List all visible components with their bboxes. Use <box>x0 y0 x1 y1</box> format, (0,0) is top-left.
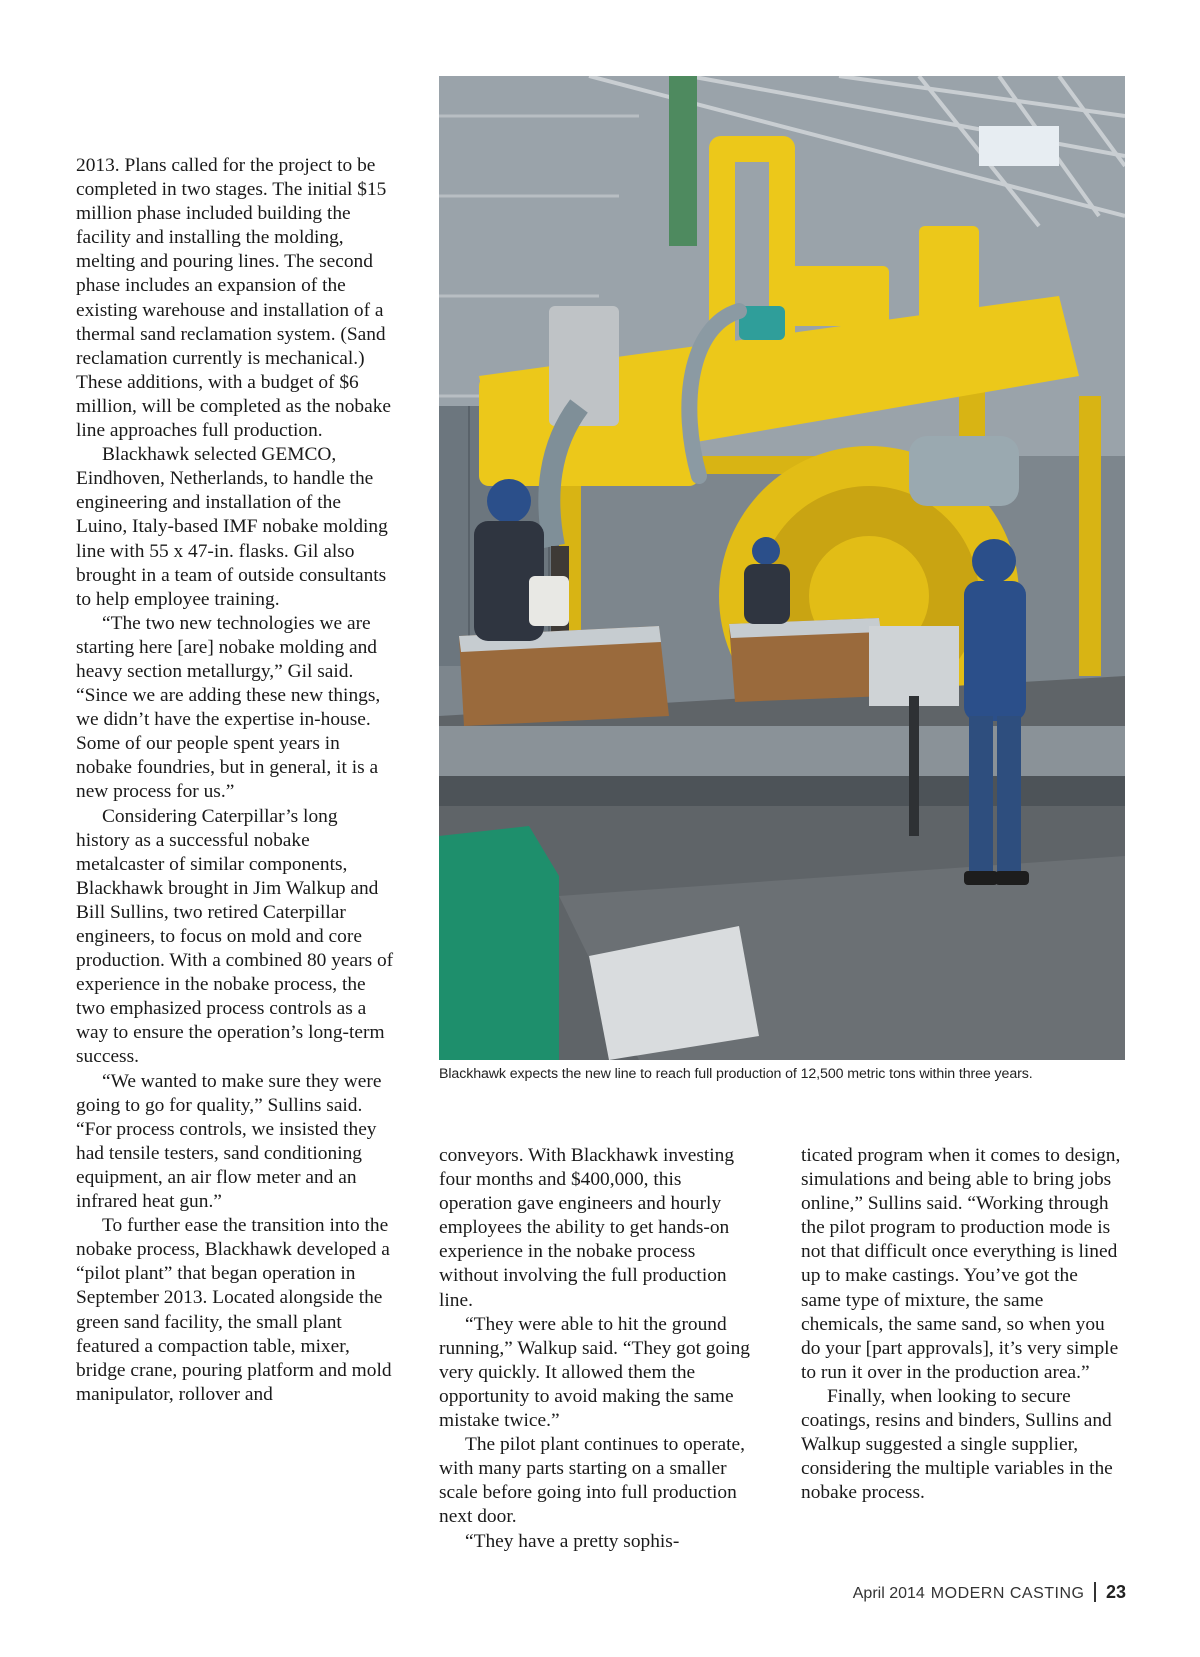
paragraph: ticated program when it comes to design, simulations and being able to bring jobs online,” Sullins said. “Working through the pilot program to production mode is not that difficult once everything is lined up to make castings. You’ve got the same type of mixture, the same chemicals, the same sand, so when you do your [part approvals], it’s very simple to run it over in the production area.” <box>801 1145 1121 1383</box>
photo-caption: Blackhawk expects the new line to reach full production of 12,500 metric tons within three years. <box>439 1066 1033 1082</box>
page-number: 23 <box>1105 1582 1126 1602</box>
magazine-name: MODERN CASTING <box>930 1585 1085 1602</box>
paragraph: “We wanted to make sure they were going to go for quality,” Sullins said. “For process controls, we insisted they had tensile testers, sand conditioning equipment, an air flow meter and an infrared heat gun.” <box>76 1070 382 1213</box>
paragraph: “They were able to hit the ground running,” Walkup said. “They got going very quickly. It allowed them the opportunity to avoid making the same mistake twice.” <box>439 1313 750 1432</box>
paragraph: conveyors. With Blackhawk investing four months and $400,000, this operation gave engineers and hourly employees the ability to get hands-on experience in the nobake process without involving the full production line. <box>439 1145 735 1311</box>
paragraph: “The two new technologies we are starting here [are] nobake molding and heavy section metallurgy,” Gil said. “Since we are adding these new things, we didn’t have the expertise in-house. Some of our people spent years in nobake foundries, but in general, it is a new process for us.” <box>76 612 381 803</box>
paragraph: Considering Caterpillar’s long history as a successful nobake metalcaster of similar components, Blackhawk brought in Jim Walkup and Bill Sullins, two retired Caterpillar engineers, to focus on mold and core production. With a combined 80 years of experience in the nobake process, the two emphasized process controls as a way to ensure the operation’s long-term success. <box>76 805 394 1068</box>
page-footer <box>853 1582 1126 1603</box>
foundry-photo <box>439 76 1125 1060</box>
paragraph: To further ease the transition into the nobake process, Blackhawk developed a “pilot plant” that began operation in September 2013. Located alongside the green sand facility, the small plant featured a compaction table, mixer, bridge crane, pouring platform and mold manipulator, rollover and <box>76 1215 392 1405</box>
article-column-2 <box>439 1144 759 1554</box>
paragraph: 2013. Plans called for the project to be completed in two stages. The initial $15 million phase included building the facility and installing the molding, melting and pouring lines. The second phase includes an expansion of the existing warehouse and installation of a thermal sand reclamation system. (Sand reclamation currently is mechanical.) These additions, with a budget of $6 million, will be completed as the nobake line approaches full production. <box>76 155 392 442</box>
paragraph: “They have a pretty sophis- <box>465 1530 680 1552</box>
paragraph: Finally, when looking to secure coatings, resins and binders, Sullins and Walkup suggested a single supplier, considering the multiple variables in the nobake process. <box>801 1385 1113 1504</box>
foundry-photo-illustration <box>439 76 1125 1060</box>
article-column-3 <box>801 1144 1121 1505</box>
issue-date: April 2014 <box>852 1585 925 1602</box>
paragraph: Blackhawk selected GEMCO, Eindhoven, Netherlands, to handle the engineering and installation of the Luino, Italy-based IMF nobake molding line with 55 x 47-in. flasks. Gil also brought in a team of outside consultants to help employee training. <box>76 444 388 610</box>
footer-divider <box>1094 1582 1096 1602</box>
paragraph: The pilot plant continues to operate, with many parts starting on a smaller scale before going into full production next door. <box>439 1434 746 1528</box>
article-column-1 <box>76 154 394 1407</box>
